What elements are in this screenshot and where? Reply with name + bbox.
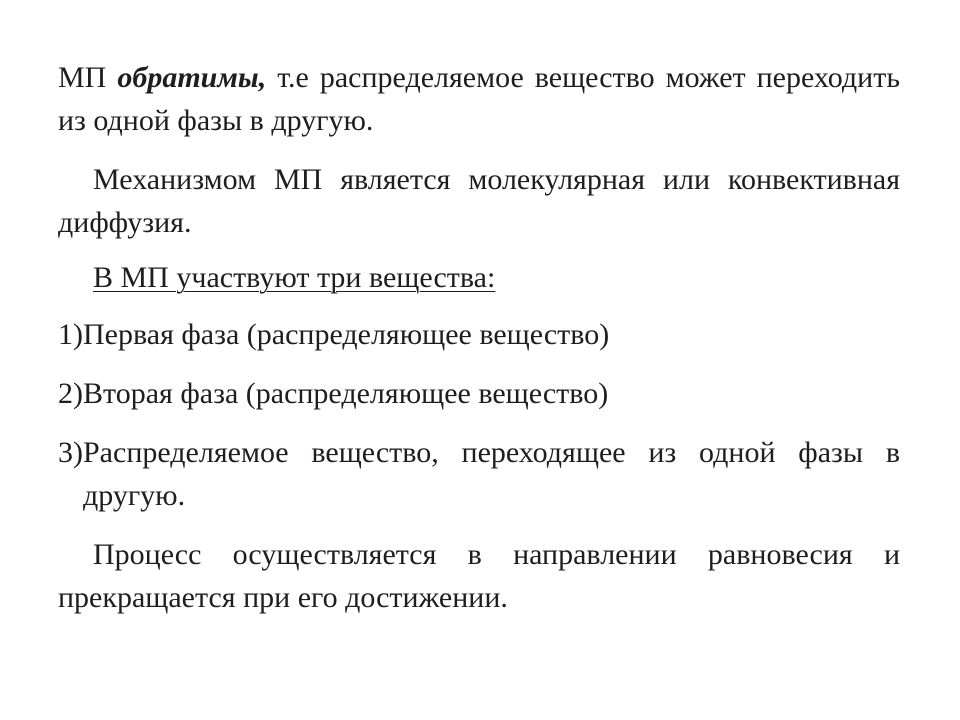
paragraph-reversibility bbox=[58, 56, 900, 142]
slide-content bbox=[58, 56, 900, 619]
list-number: 2) bbox=[58, 377, 83, 410]
substances-heading: В МП участвуют три вещества: bbox=[93, 261, 496, 294]
paragraph-equilibrium: Процесс осуществляется в направлении равновесия и прекращается при его достижении. bbox=[58, 538, 900, 614]
term-mp: МП bbox=[58, 61, 118, 94]
list-text: Первая фаза (распределяющее вещество) bbox=[83, 318, 610, 351]
list-text: Вторая фаза (распределяющее вещество) bbox=[83, 377, 609, 410]
reversibility-text: т.е распределяемое вещество может переходить из одной фазы в другую. bbox=[58, 61, 900, 137]
list-item bbox=[58, 431, 900, 517]
list-text: Распределяемое вещество, переходящее из одной фазы в другую. bbox=[83, 436, 900, 512]
list-item bbox=[58, 372, 900, 415]
paragraph-substances-heading bbox=[58, 256, 900, 299]
list-number: 1) bbox=[58, 318, 83, 351]
paragraph-mechanism: Механизмом МП является молекулярная или конвективная диффузия. bbox=[58, 163, 900, 239]
emphasis-reversible: обратимы, bbox=[117, 61, 267, 94]
list-item bbox=[58, 313, 900, 356]
list-number: 3) bbox=[58, 436, 83, 469]
